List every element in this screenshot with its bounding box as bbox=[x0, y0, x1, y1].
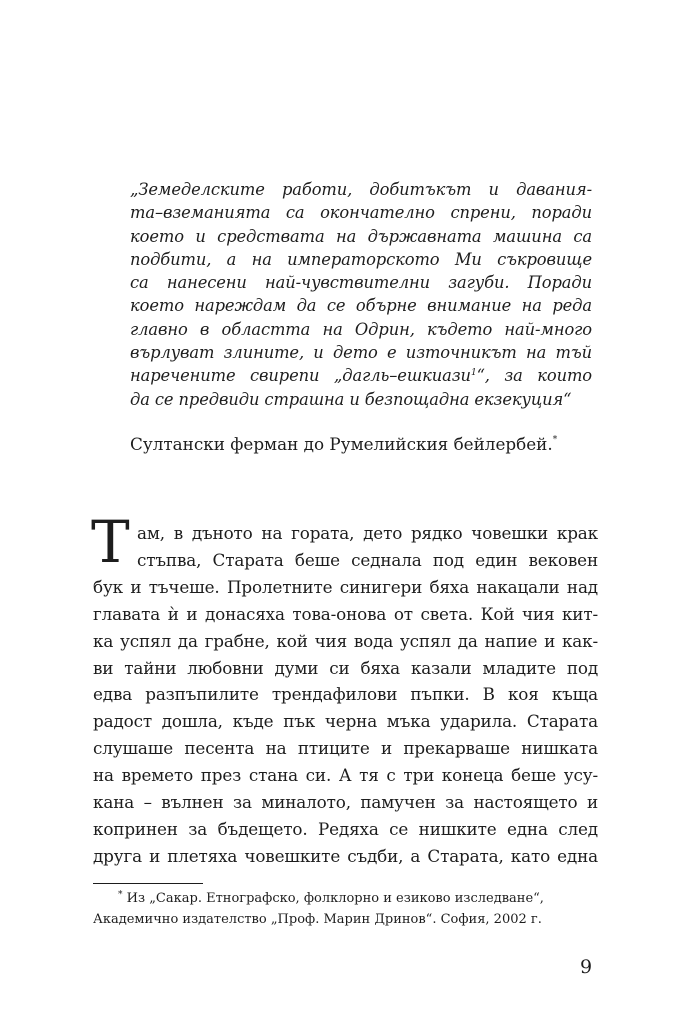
footnote-mark: * bbox=[118, 890, 123, 900]
epigraph-attribution bbox=[130, 434, 557, 454]
footnote-line-2: Академично издателство „Проф. Марин Дринов“. София, 2002 г. bbox=[93, 912, 542, 927]
body-line: едва разпъпилите трендафилови пъпки. В коя къща bbox=[93, 684, 598, 705]
page-number: 9 bbox=[580, 956, 593, 978]
epigraph-line: което и средствата на държавната машина са bbox=[130, 226, 592, 246]
epigraph-line-9-text: наречените свирепи „дагль–ешкиази bbox=[130, 366, 471, 386]
body-text bbox=[93, 520, 598, 870]
epigraph-line: подбити, а на императорското Ми съкровище bbox=[130, 249, 592, 269]
body-line: главата ѝ и донасяха това-онова от света. Кой чия кит- bbox=[93, 603, 598, 624]
epigraph-line: върлуват злините, и дето е източникът на тъй bbox=[130, 343, 592, 363]
epigraph-line: „Земеделските работи, добитъкът и давания- bbox=[130, 180, 592, 199]
epigraph-line: главно в областта на Одрин, където най-много bbox=[130, 319, 592, 339]
body-line: радост дошла, къде пък черна мъка ударила. Старата bbox=[93, 711, 598, 732]
epigraph-line: та–вземанията са окончателно спрени, поради bbox=[130, 203, 592, 223]
attribution-text: Султански ферман до Румелийския бейлербей. bbox=[130, 434, 553, 454]
epigraph-line bbox=[130, 364, 592, 387]
footnote bbox=[93, 888, 588, 930]
body-line: друга и плетяха човешките съдби, а Старата, като една bbox=[93, 845, 598, 866]
epigraph-line: са нанесени най-чувствителни загуби. Поради bbox=[130, 273, 592, 293]
epigraph-line: да се предвиди страшна и безпощадна екзекуция“ bbox=[130, 389, 572, 409]
footnote-line-1 bbox=[118, 888, 588, 909]
body-line: ам, в дъното на гората, дето рядко човешки крак bbox=[137, 523, 598, 543]
body-line: ка успял да грабне, кой чия вода успял да напие и как- bbox=[93, 630, 598, 651]
body-line: на времето през стана си. А тя с три конеца беше усу- bbox=[93, 765, 598, 786]
epigraph-line: което нареждам да се обърне внимание на реда bbox=[130, 296, 592, 316]
footnote-text-1: Из „Сакар. Етнографско, фолклорно и езиково изследване“, bbox=[126, 891, 544, 906]
epigraph-line-9-tail: “, за които bbox=[476, 366, 592, 386]
body-line: слушаше песента на птиците и прекарваше нишката bbox=[93, 738, 598, 759]
body-line: бук и тъчеше. Пролетните синигери бяха накацали над bbox=[93, 576, 598, 597]
body-line: стъпва, Старата беше седнала под един вековен bbox=[137, 549, 598, 570]
drop-cap: Т bbox=[91, 508, 130, 576]
body-line: ви тайни любовни думи си бяха казали младите под bbox=[93, 657, 598, 678]
footnote-reference: 1 bbox=[470, 368, 477, 379]
body-line: кана – вълнен за миналото, памучен за настоящето и bbox=[93, 792, 598, 813]
footnote-divider bbox=[93, 883, 203, 884]
attribution-footnote-mark: * bbox=[552, 435, 558, 445]
epigraph bbox=[130, 178, 592, 411]
body-line: копринен за бъдещето. Редяха се нишките една след bbox=[93, 818, 598, 839]
